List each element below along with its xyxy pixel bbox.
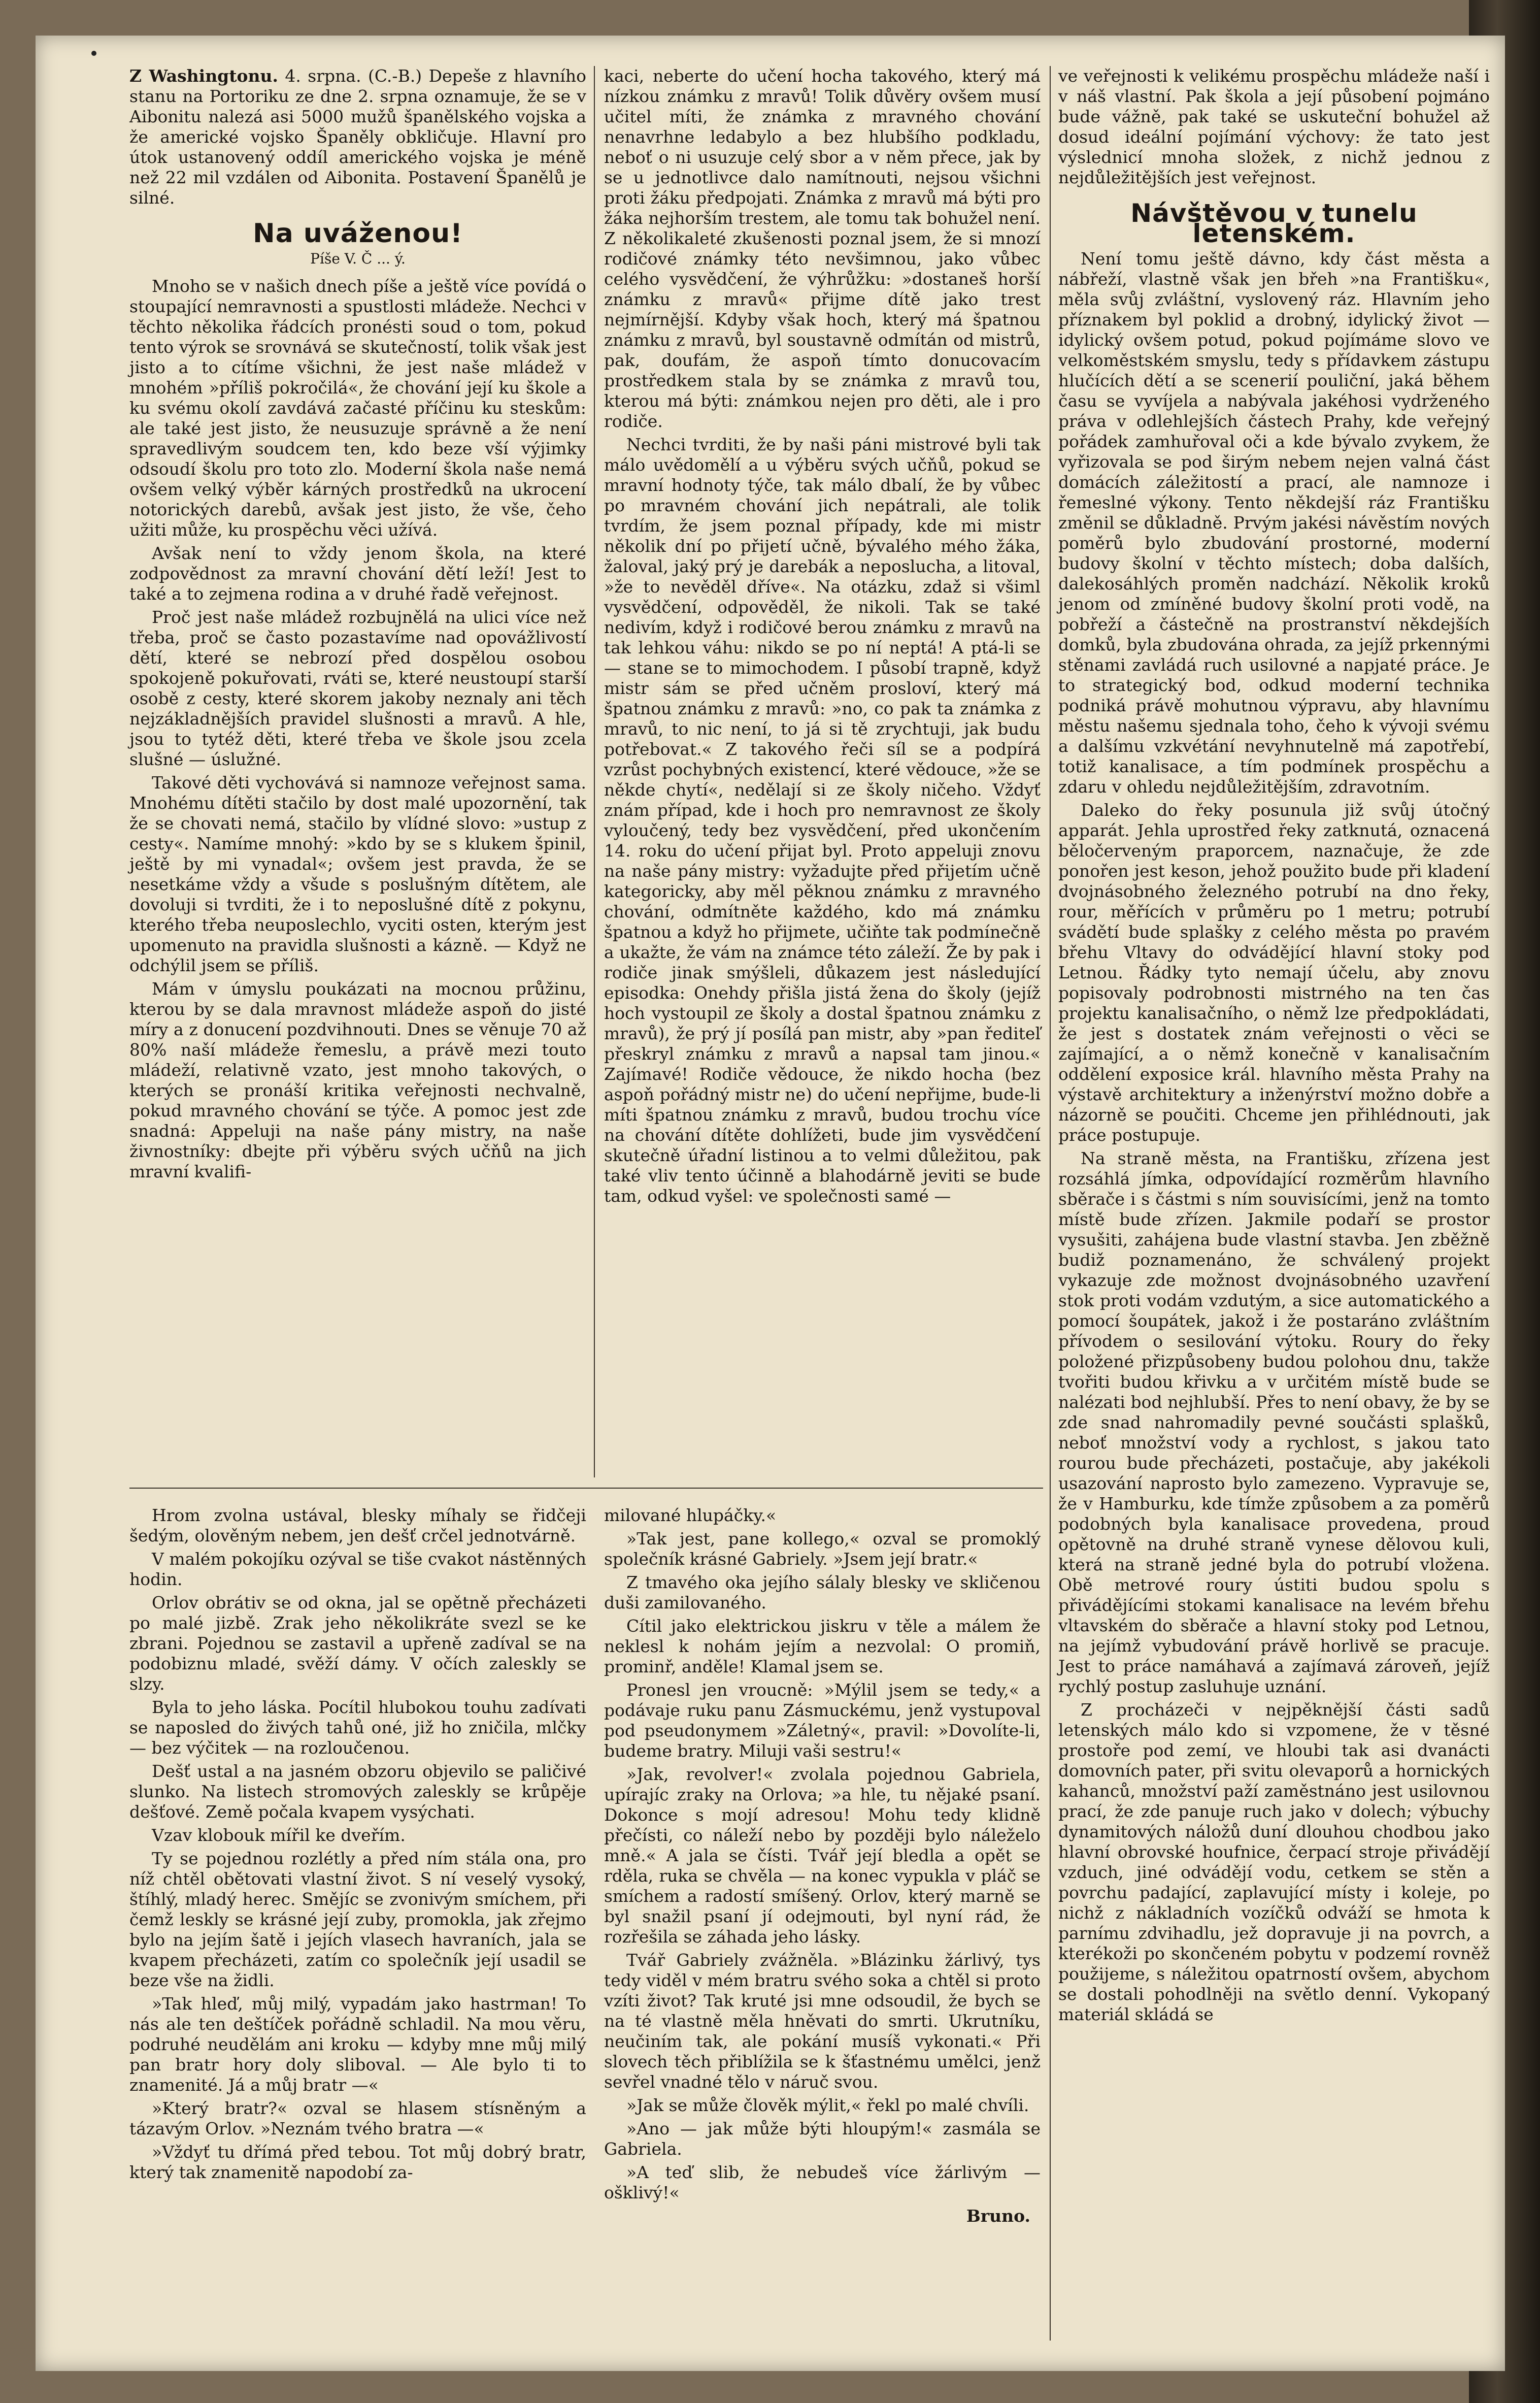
news-item (129, 66, 586, 208)
paragraph: Byla to jeho láska. Pocítil hlubokou touhu zadívati se naposled do živých tahů oné, již ho zničila, mlčky — bez výčitek — na rozloučenou. (129, 1697, 586, 1758)
paragraph: milované hlupáčky.« (604, 1505, 777, 1525)
paragraph: Proč jest naše mládež rozbujnělá na ulici více než třeba, proč se často pozastavíme nad opovážlivostí dětí, které se nebrozí před dospělou osobou spokojeně pokuřovati, rváti se, které neustoupí starší osobě z cesty, které skorem jakoby neznaly ani těch nejzákladnějších pravidel slušnosti a mravů. A hle, jsou to tytéž děti, které třeba ve škole jsou zcela slušné — úslužné. (129, 607, 586, 769)
paragraph: Mnoho se v našich dnech píše a ještě více povídá o stoupající nemravnosti a spustlosti mládeže. Nechci v těchto několika řádcích pronésti soud o tom, pokud tento výrok se srovnává se skutečností, tolik však jest jisto a to cítíme všichni, že jest naše mládež v mnohém »příliš pokročilá«, že chování její ku škole a ku svému okolí zavdává začasté příčinu ku steskům: ale také jest jisto, že neusuzuje správně a že není spravedlivým soudcem ten, kdo beze vší výjimky odsoudí školu pro toto zlo. Moderní škola naše nemá ovšem velký výběr kárných prostředků na ukrocení notorických darebů, avšak jest jisto, že vše, čeho užiti může, ku prospěchu věci užívá. (129, 276, 586, 540)
feuilleton-rule (129, 1488, 1043, 1489)
newspaper-page (36, 36, 1505, 2371)
column-rule (1050, 66, 1051, 2341)
paragraph: Takové děti vychovává si namnoze veřejnost sama. Mnohému dítěti stačilo by dost malé upozornění, tak že se chovati nemá, stačilo by vlídné slovo: »ustup z cesty«. Namíme mnohý: »kdo by se s klukem špinil, ještě by mi vynadal«; ovšem jest pravda, že se nesetkáme vždy a všude s poslušným dítětem, ale dovoluji si tvrditi, že i to neposlušné dítě z pokynu, kterého třeba neuposlechlo, vyciti osten, kterým jest upomenuto na pravidla slušnosti a kázně. — Když ne odchýlil jsem se příliš. (129, 773, 586, 975)
column-rule (594, 66, 595, 1477)
column-1 (129, 66, 586, 1185)
paragraph: Mám v úmyslu poukázati na mocnou průžinu, kterou by se dala mravnost mládeže aspoň do jisté míry a z donucení pozdvihnouti. Dnes se věnuje 70 až 80% naší mládeže řemeslu, a právě mezi touto mládeží, relativně vzato, jest mnoho takových, o kterých se pronáší kritika veřejnosti nechvalně, pokud mravného chování se týče. A pomoc jest zde snadná: Appeluji na naše pány mistry, na naše živnostníky: dbejte při výběru svých učňů na jich mravní kvalifi- (129, 979, 586, 1181)
paragraph: »Tak jest, pane kollego,« ozval se promoklý společník krásné Gabriely. »Jsem její bratr.« (604, 1529, 1041, 1569)
paragraph: Z tmavého oka jejího sálaly blesky ve skličenou duši zamilovaného. (604, 1572, 1041, 1612)
paragraph: Tvář Gabriely zvážněla. »Blázinku žárlivý, tys tedy viděl v mém bratru svého soka a chtěl si proto vzíti život? Tak kruté jsi mne odsoudil, že bych se na té vlastně měla hněvati do smrti. Ukrutníku, neučiním tak, ale pokání musíš vykonati.« Při slovech těch přiblížila se k šťastnému umělci, jenž sevřel vnadné tělo v náruč svou. (604, 1950, 1041, 2092)
article-heading: Návštěvou v tunelu letenském. (1130, 199, 1418, 248)
paragraph: »Tak hleď, můj milý, vypadám jako hastrman! To nás ale ten deštíček pořádně schladil. Na mou věru, podruhé neudělám ani kroku — kdyby mne můj milý pan bratr hory doly sliboval. — Ale bylo ti to znamenité. Já a můj bratr —« (129, 1994, 586, 2095)
feuilleton-column-1 (129, 1505, 586, 2186)
paragraph: ve veřejnosti k velikému prospěchu mládeže naší i v náš vlastní. Pak škola a její působení pojmáno bude vážně, pak také se uskuteční bohužel až dosud ideální pojímání výchovy: že tato jest výslednicí mnoha složek, z nichž jednou z nejdůležitějších jest veřejnost. (1058, 66, 1490, 187)
paragraph: »Ano — jak může býti hloupým!« zasmála se Gabriela. (604, 2119, 1041, 2159)
ink-spot (91, 51, 96, 56)
article-byline: Píše V. Č ... ý. (310, 250, 406, 267)
paragraph: Není tomu ještě dávno, kdy část města a nábřeží, vlastně však jen břeh »na Františku«, měla svůj zvláštní, vyslovený ráz. Hlavním jeho příznakem byl poklid a drobný, idylický život — idylický ovšem potud, pokud pojímáme slovo ve velkoměstském smyslu, tedy s přídavkem zástupu hlučících dětí a se scenerií pouliční, jaká během času se vyvíjela a nabývala jakéhosi vydrženého práva v odlehlejších částech Prahy, kde veřejný pořádek zamhuřoval oči a kde bývalo zvykem, že vyřizovala se pod širým nebem nejen valná část domácích záležitostí a prací, ale namnoze i řemeslné výkony. Tento někdejší ráz Františku změnil se důkladně. Prvým jakési návěstím nových poměrů bylo zbudování prostorné, moderní budovy školní v těchto místech; doba dalších, dalekosáhlých proměn nadchází. Několik kroků jenom od zmíněné budovy školní proti vodě, na pobřeží a částečně na prostranství někdejších domků, byla zbudována ohrada, za jejíž prkennými stěnami zavládá ruch usilovné a napjaté práce. Je to strategický bod, odkud moderní technika podniká právě mohutnou výpravu, aby hlavnímu městu našemu sjednala toho, čeho k vývoji svému a dalšímu vzkvétání nevyhnutelně má zapotřebí, totiž kanalisace, a tím podmínek prospěchu a zdaru v ohledu nejdůležitějším, zdravotním. (1058, 249, 1490, 797)
paragraph: Na straně města, na Františku, zřízena jest rozsáhlá jímka, odpovídající rozměrům hlavního sběrače i s částmi s ním souvisícími, jenž na tomto místě bude zřízen. Jakmile podaří se prostor vysušiti, zahájena bude vlastní stavba. Jen zběžně budiž poznamenáno, že schválený projekt vykazuje zde možnost dvojnásobného uzavření stok proti vodám vzdutým, a sice automatického a pomocí šoupátek, jakož i že postaráno zvláštním přívodem o sesilování výtoku. Roury do řeky položené přizpůsobeny budou polohou dnu, takže tvořiti budou křivku a v určitém místě bude se nalézati bod nejhlubší. Přes to není obavy, že by se zde snad nahromadily pevné součásti splašků, neboť množství vody a rychlost, s jakou tato rourou bude přecházeti, postačuje, aby jakékoli usazování naprosto bylo zamezeno. Vypravuje se, že v Hamburku, kde tímže způsobem a za poměrů podobných byla kanalisace provedena, proud opětovně na druhé straně vynese dělovou kuli, která na straně jedné byla do potrubí vložena. Obě metrové roury ústiti budou spolu s přivádějícími stokami kanalisace na levém břehu vltavském do sběrače a hlavní stoky pod Letnou, na jejímž vybudování právě horlivě se pracuje. Jest to práce namáhavá a zajímavá zároveň, jejíž rychlý postup zasluhuje uznání. (1058, 1148, 1490, 1696)
paragraph: Daleko do řeky posunula již svůj útočný apparát. Jehla uprostřed řeky zatknutá, oznacená běločerveným praporcem, naznačuje, že zde ponořen jest keson, jehož použito bude při kladení dvojnásobného železného potrubí na dno řeky, rour, měřících v průměru po 1 metru; potrubí svádětí bude splašky z celého města po pravém břehu Vltavy do odvádějící hlavní stoky pod Letnou. Řádky tyto nemají účelu, aby znovu popisovaly podrobnosti mistrného na ten čas projektu kanalisačního, o němž lze předpokládati, že jest s dostatek znám veřejnosti o věci se zajímající, a o němž konečně v kanalisačním oddělení exposice král. hlavního města Prahy na výstavě architektury a inženýrství možno dobře a názorně se poučiti. Chceme jen přihlédnouti, jak práce postupuje. (1058, 800, 1490, 1145)
author-signature: Bruno. (966, 2206, 1030, 2226)
paragraph: Z procházeči v nejpěknější části sadů letenských málo kdo si vzpomene, že v těsné prostoře pod zemí, ve hloubi tak asi dvanácti domovních pater, při svitu olevaporů a hornických kahanců, množství paží zaměstnáno jest usilovnou prací, že zde panuje ruch jako v dolech; výbuchy dynamitových náložů duní dlouhou chodbou jako hlavní obrovské houfnice, čerpací stroje přivádějí vzduch, jiné odvádějí vodu, cetkem se stěn a povrchu padající, zaplavující místy i koleje, po nichž z nákladních vozíčků odváží se hmota k parnímu zdvihadlu, jež dopravuje ji na povrch, a kterékoži po skončeném pobytu v podzemí rovněž použijeme, s náležitou opatrností ovšem, abychom se dostali pohodlněji na světlo denní. Vykopaný materiál skládá se (1058, 1700, 1490, 2024)
article-heading: Na uváženou! (253, 218, 463, 249)
dateline: Z Washingtonu. (129, 66, 278, 86)
column-3 (1058, 66, 1490, 2028)
paragraph: Avšak není to vždy jenom škola, na které zodpovědnost za mravní chování dětí leží! Jest to také a to zejmena rodina a v druhé řadě veřejnost. (129, 543, 586, 604)
paragraph: »A teď slib, že nebudeš více žárlivým — ošklivý!« (604, 2162, 1041, 2202)
paragraph: Vzav klobouk mířil ke dveřím. (152, 1825, 406, 1845)
paragraph: »Jak se může člověk mýlit,« řekl po malé chvíli. (626, 2095, 1029, 2115)
news-text: 4. srpna. (C.-B.) Depeše z hlavního stanu na Portoriku ze dne 2. srpna oznamuje, že se v Aibonitu nalezá asi 5000 mužů španělského vojska a že americké vojsko Španěly obkličuje. Hlavní pro útok ustanovený oddíl amerického vojska je méně než 22 mil vzdálen od Aibonita. Postavení Španělů je silné. (129, 66, 586, 208)
paragraph: »Který bratr?« ozval se hlasem stísněným a tázavým Orlov. »Neznám tvého bratra —« (129, 2098, 586, 2138)
paragraph: V malém pokojíku ozýval se tiše cvakot nástěnných hodin. (129, 1549, 586, 1589)
paragraph: Hrom zvolna ustával, blesky míhaly se řidčeji šedým, olověným nebem, jen dešť crčel jednotvárně. (129, 1505, 586, 1545)
feuilleton-column-2 (604, 1505, 1041, 2226)
paragraph: Orlov obrátiv se od okna, jal se opětně přecházeti po malé jizbě. Zrak jeho několikráte svezl se ke zbrani. Pojednou se zastavil a upřeně zadíval se na podobiznu mladé, svěží dámy. V očích zaleskly se slzy. (129, 1593, 586, 1694)
paragraph: Cítil jako elektrickou jiskru v těle a málem že neklesl k nohám jejím a nezvolal: O promiň, prominř, anděle! Klamal jsem se. (604, 1616, 1041, 1676)
paragraph: »Vždyť tu dřímá před tebou. Tot můj dobrý bratr, který tak znamenitě napodobí za- (129, 2142, 586, 2182)
paragraph: Ty se pojednou rozlétly a před ním stála ona, pro níž chtěl obětovati vlastní život. S ní veselý vysoký, štíhlý, mladý herec. Smějíc se zvonivým smíchem, při čemž leskly se krásné její zuby, promokla, jak zřejmo bylo na jejím šatě i jejích vlasech havraních, jala se kvapem přecházeti, zatím co společník její usadil se beze vše na židli. (129, 1849, 586, 1990)
paragraph: Pronesl jen vroucně: »Mýlil jsem se tedy,« a podávaje ruku panu Zásmuckému, jenž vystupoval pod pseudonymem »Záletný«, pravil: »Dovolíte-li, budeme bratry. Miluji vaši sestru!« (604, 1680, 1041, 1761)
paragraph: Nechci tvrditi, že by naši páni mistrové byli tak málo uvědomělí a u výběru svých učňů, pokud se mravní hodnoty týče, tak málo dbalí, že by vůbec po mravném chování jich nepátrali, ale tolik tvrdím, že jsem poznal případy, kde mi mistr několik dní po přijetí učně, bývalého mého žáka, žaloval, jaký prý je darebák a neposlucha, a litoval, »že to nevěděl dříve«. Na otázku, zdaž si všiml vysvědčení, odpověděl, že nikoli. Tak se také nedivím, když i rodičové berou známku z mravů na tak lehkou váhu: nikdo se po ní neptá! A ptá-li se — stane se to mimochodem. I působí trapně, když mistr sám se před učněm prosloví, který má špatnou známku z mravů: »no, co pak ta známka z mravů, to nic není, to já si tě zrychtuji, jak budu potřebovat.« Z takového řeči síl se a podpírá vzrůst pochybných existencí, které vědouce, »že se někde chytí«, nedělají si ze školy ničeho. Vždyť znám případ, kde i hoch pro nemravnost ze školy vyloučený, tedy bez vysvědčení, před ukončením 14. roku do učení přijat byl. Proto appeluji znovu na naše pány mistry: vyžadujte před přijetím učně kategoricky, aby měl pěknou známku z mravného chování, odmítněte každého, kdo má známku špatnou a když ho přijmete, učiňte tak podmínečně a ukažte, že vám na známce této záleží. Že by pak i rodiče jinak smýšleli, důkazem jest následující episodka: Onehdy přišla jistá žena do školy (jejíž hoch vystoupil ze školy a dostal špatnou známku z mravů), že prý jí posílá pan mistr, aby »pan řediteľ přeskryl známku z mravů a napsal tam jinou.« Zajímavé! Rodiče vědouce, že nikdo hocha (bez aspoň pořádný mistr ne) do učení nepřijme, bude-li míti špatnou známku z mravů, budou trochu více na chování dítěte dohlížeti, bude jim vysvědčení skutečně úřadní listinou a to velmi důležitou, pak také vliv tento účinně a blahodárně jeviti se bude tam, odkud vyšel: ve společnosti samé — (604, 435, 1041, 1206)
paragraph: »Jak, revolver!« zvolala pojednou Gabriela, upírajíc zraky na Orlova; »a hle, tu nějaké psaní. Dokonce s mojí adresou! Mohu tedy klidně přečísti, co náleží nebo by později bylo náleželo mně.« A jala se čísti. Tvář její bledla a opět se rděla, ruka se chvěla — na konec vypukla v pláč se smíchem a radostí smíšený. Orlov, který marně se byl snažil psaní jí odejmouti, byl nyní rád, že rozřešila se záhada jeho lásky. (604, 1764, 1041, 1947)
paragraph: kaci, neberte do učení hocha takového, který má nízkou známku z mravů! Tolik důvěry ovšem musí učitel míti, že známka z mravného chování nenavrhne ledabylo a bez hlubšího podkladu, neboť o ni usuzuje celý sbor a v něm přece, jak by se u jednotlivce dalo namítnouti, nejsou všichni proti žáku předpojati. Známka z mravů má býti pro žáka nejhorším trestem, ale tomu tak bohužel není. Z několikaleté zkušenosti poznal jsem, že si mnozí rodičové známky této nevšimnou, jako vůbec celého vysvědčení, že výhrůžku: »dostaneš horší známku z mravů« přijme dítě jako trest nejmírnější. Kdyby však hoch, který má špatnou známku z mravů, byl soustavně odmítán od mistrů, pak, doufám, že aspoň tímto donucovacím prostředkem stala by se známka z mravů tou, kterou má býti: známkou nejen pro děti, ale i pro rodiče. (604, 66, 1041, 431)
paragraph: Dešť ustal a na jasném obzoru objevilo se paličivé slunko. Na listech stromových zaleskly se krůpěje dešťové. Země počala kvapem vysýchati. (129, 1761, 586, 1822)
column-2 (604, 66, 1041, 1209)
